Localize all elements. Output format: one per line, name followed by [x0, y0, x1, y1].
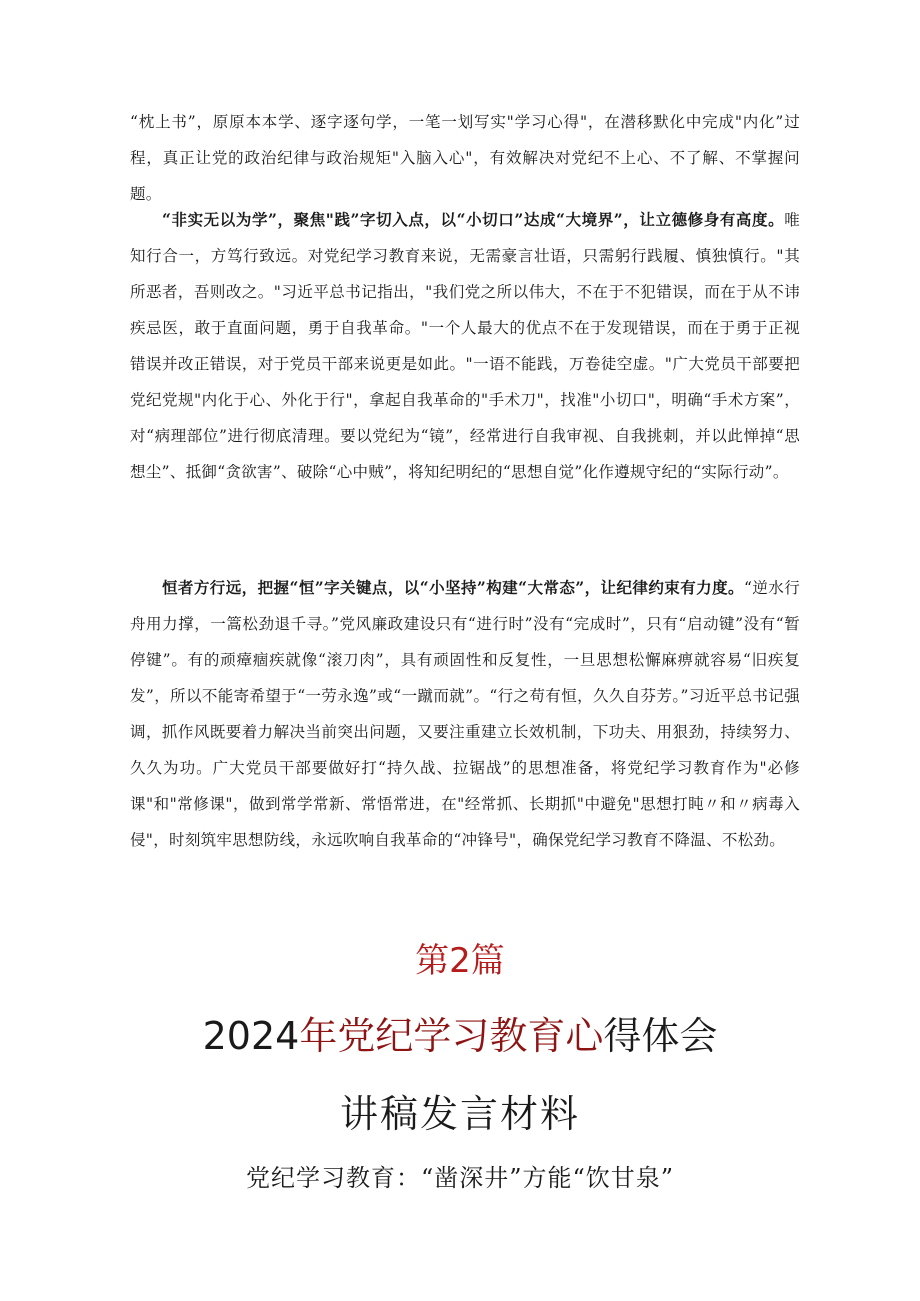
- document-title-line2: 讲稿发言材料: [339, 1092, 580, 1136]
- paragraph-2: [130, 202, 800, 490]
- title-tail: 得体会: [603, 1014, 718, 1058]
- title-highlight: 年党纪学习教育心: [299, 1014, 604, 1058]
- title-year: 2024: [202, 1014, 300, 1058]
- paragraph-3-text: “逆水行舟用力撑，一篙松劲退千寻。”党风廉政建设只有“进行时”没有“完成时”，只有“启动键”没有“暂停键”。有的顽瘴痼疾就像“滚刀肉”，具有顽固性和反复性，一旦思想松懈麻痹就容易“旧疾复发”，所以不能寄希望于“一劳永逸”或“一蹴而就”。“行之苟有恒，久久自芬芳。”习近平总书记强调，抓作风既要着力解决当前突出问题，又要注重建立长效机制，下功夫、用狠劲，持续努力、久久为功。广大党员干部要做好打“持久战、拉锯战”的思想准备，将党纪学习教育作为"必修课"和"常修课"，做到常学常新、常悟常进，在"经常抓、长期抓"中避免"思想打盹〃和〃病毒入侵"，时刻筑牢思想防线，永远吹响自我革命的“冲锋号"，确保党纪学习教育不降温、不松劲。: [130, 579, 800, 849]
- paragraph-2-lead: “非实无以为学”，聚焦"践”字切入点，以“小切口”达成“大境界”，让立德修身有高度。: [162, 210, 785, 229]
- paragraph-3-lead: 恒者方行远，把握“恒”字关键点，以“小坚持”构建“大常态”，让纪律约束有力度。: [162, 578, 744, 597]
- document-subtitle: 党纪学习教育：“凿深井”方能“饮甘泉”: [245, 1164, 675, 1192]
- paragraph-1-text: “枕上书”，原原本本学、逐字逐句学，一笔一划写实"学习心得"，在潜移默化中完成"内化”过程，真正让党的政治纪律与政治规矩"入脑入心"，有效解决对党纪不上心、不了解、不掌握问题。: [130, 113, 800, 203]
- paragraph-1: [130, 104, 800, 212]
- paragraph-3: [130, 570, 800, 858]
- chapter-heading: 第2篇: [415, 941, 505, 981]
- document-title: [0, 1008, 920, 1064]
- paragraph-2-text: 唯知行合一，方笃行致远。对党纪学习教育来说，无需豪言壮语，只需躬行践履、慎独慎行。"其所恶者，吾则改之。"习近平总书记指出，"我们党之所以伟大，不在于不犯错误，而在于从不讳疾忌医，敢于直面问题，勇于自我革命。"一个人最大的优点不在于发现错误，而在于勇于正视错误并改正错误，对于党员干部来说更是如此。"一语不能践，万卷徒空虚。"广大党员干部要把党纪党规"内化于心、外化于行"，拿起自我革命的"手术刀"，找准"小切口"，明确“手术方案”，对“病理部位”进行彻底清理。要以党纪为“镜”，经常进行自我审视、自我挑刺，并以此惮掉“思想尘”、抵御“贪欲害”、破除“心中贼”，将知纪明纪的“思想自觉”化作遵规守纪的“实际行动”。: [130, 211, 800, 481]
